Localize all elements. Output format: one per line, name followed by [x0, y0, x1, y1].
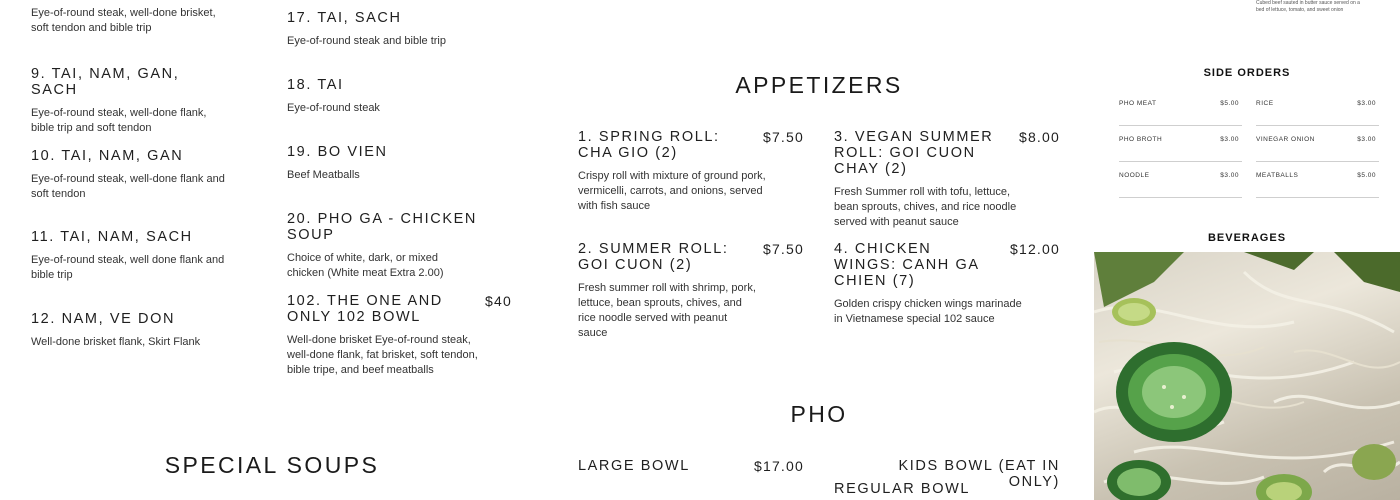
appetizer-desc: Golden crispy chicken wings marinade in Vietnamese special 102 sauce [834, 298, 1022, 325]
menu-item-title: 102. THE ONE AND ONLY 102 BOWL [287, 293, 443, 325]
side-order-price: $3.00 [1357, 136, 1376, 143]
side-orders-heading: SIDE ORDERS [1203, 67, 1291, 79]
appetizer-title: 1. SPRING ROLL: CHA GIO (2) [578, 129, 720, 161]
side-note: Cubed beef sauted in butter sauce served on a bed of lettuce, tomato, and sweet onion [1256, 0, 1360, 13]
side-order-name: RICE [1256, 100, 1274, 107]
menu-item-title: 9. TAI, NAM, GAN, SACH [31, 66, 180, 98]
appetizer-item [578, 241, 804, 341]
appetizer-title: 4. CHICKEN WINGS: CANH GA CHIEN (7) [834, 241, 979, 289]
appetizer-item [834, 241, 1060, 327]
menu-item-desc: Choice of white, dark, or mixed chicken (White meat Extra 2.00) [287, 252, 444, 279]
appetizer-item [578, 129, 804, 214]
appetizer-title: 2. SUMMER ROLL: GOI CUON (2) [578, 241, 729, 273]
menu-item-title: 19. BO VIEN [287, 144, 388, 160]
menu-item [31, 229, 231, 283]
menu-item [31, 6, 231, 36]
appetizer-item [834, 129, 1060, 230]
appetizer-price: $7.50 [762, 241, 804, 257]
appetizer-title: 3. VEGAN SUMMER ROLL: GOI CUON CHAY (2) [834, 129, 994, 177]
side-order-row [1256, 89, 1379, 126]
pho-regular-bowl-label: REGULAR BOWL [834, 481, 971, 497]
side-order-row [1256, 125, 1379, 162]
menu-item-desc: Eye-of-round steak, well-done flank and soft tendon [31, 173, 225, 200]
appetizers-heading: APPETIZERS [735, 72, 903, 98]
menu-item-desc: Eye-of-round steak, well-done brisket, soft tendon and bible trip [31, 7, 216, 34]
menu-item [287, 10, 487, 49]
menu-item-desc: Eye-of-round steak and bible trip [287, 35, 446, 47]
menu-item-desc: Eye-of-round steak, well-done flank, bible trip and soft tendon [31, 107, 207, 134]
side-order-price: $3.00 [1220, 172, 1239, 179]
special-soups-heading: SPECIAL SOUPS [164, 452, 380, 478]
pho-heading: PHO [790, 401, 848, 427]
menu-item [31, 66, 231, 136]
appetizer-desc: Crispy roll with mixture of ground pork, vermicelli, carrots, and onions, served with fish sauce [578, 170, 766, 212]
pho-large-bowl-price: $17.00 [753, 458, 804, 474]
side-order-name: MEATBALLS [1256, 172, 1299, 179]
side-order-row [1256, 161, 1379, 198]
garnish-photo [1094, 252, 1400, 500]
side-order-price: $3.00 [1220, 136, 1239, 143]
side-order-price: $5.00 [1357, 172, 1376, 179]
appetizer-desc: Fresh Summer roll with tofu, lettuce, bean sprouts, chives, and rice noodle served with peanut sauce [834, 186, 1017, 228]
menu-item-title: 20. PHO GA - CHICKEN SOUP [287, 211, 477, 243]
menu-item-title: 11. TAI, NAM, SACH [31, 229, 193, 245]
menu-item-title: 18. TAI [287, 77, 344, 93]
menu-item [287, 77, 487, 116]
menu-item-desc: Well-done brisket Eye-of-round steak, well-done flank, fat brisket, soft tendon, bible tripe, and beef meatballs [287, 334, 478, 376]
appetizer-price: $7.50 [762, 129, 804, 145]
side-order-row [1119, 161, 1242, 198]
menu-item-desc: Well-done brisket flank, Skirt Flank [31, 336, 201, 348]
menu-item-desc: Eye-of-round steak, well done flank and bible trip [31, 254, 225, 281]
side-order-name: VINEGAR ONION [1256, 136, 1315, 143]
menu-item-price: $40 [485, 293, 512, 309]
menu-item-desc: Eye-of-round steak [287, 102, 380, 114]
side-order-name: NOODLE [1119, 172, 1150, 179]
pho-large-bowl-label: LARGE BOWL [578, 458, 690, 474]
side-order-name: PHO BROTH [1119, 136, 1163, 143]
menu-item [31, 148, 231, 202]
appetizer-desc: Fresh summer roll with shrimp, pork, lettuce, bean sprouts, chives, and rice noodle served with peanut sauce [578, 282, 756, 339]
menu-item-title: 17. TAI, SACH [287, 10, 402, 26]
menu-item-title: 12. NAM, VE DON [31, 311, 176, 327]
side-order-price: $3.00 [1357, 100, 1376, 107]
appetizer-price: $12.00 [1009, 241, 1060, 257]
menu-item [287, 211, 512, 281]
side-order-row [1119, 89, 1242, 126]
appetizer-price: $8.00 [1018, 129, 1060, 145]
menu-item [287, 144, 487, 183]
menu-item [287, 293, 512, 378]
pho-kids-bowl-label: KIDS BOWL (EAT IN ONLY) [898, 458, 1060, 490]
garnish-photo-art [1094, 252, 1400, 500]
side-order-row [1119, 125, 1242, 162]
side-order-name: PHO MEAT [1119, 100, 1157, 107]
menu-item-title: 10. TAI, NAM, GAN [31, 148, 184, 164]
menu-item [31, 311, 251, 350]
side-order-price: $5.00 [1220, 100, 1239, 107]
menu-item-desc: Beef Meatballs [287, 169, 360, 181]
beverages-heading: BEVERAGES [1207, 232, 1287, 244]
